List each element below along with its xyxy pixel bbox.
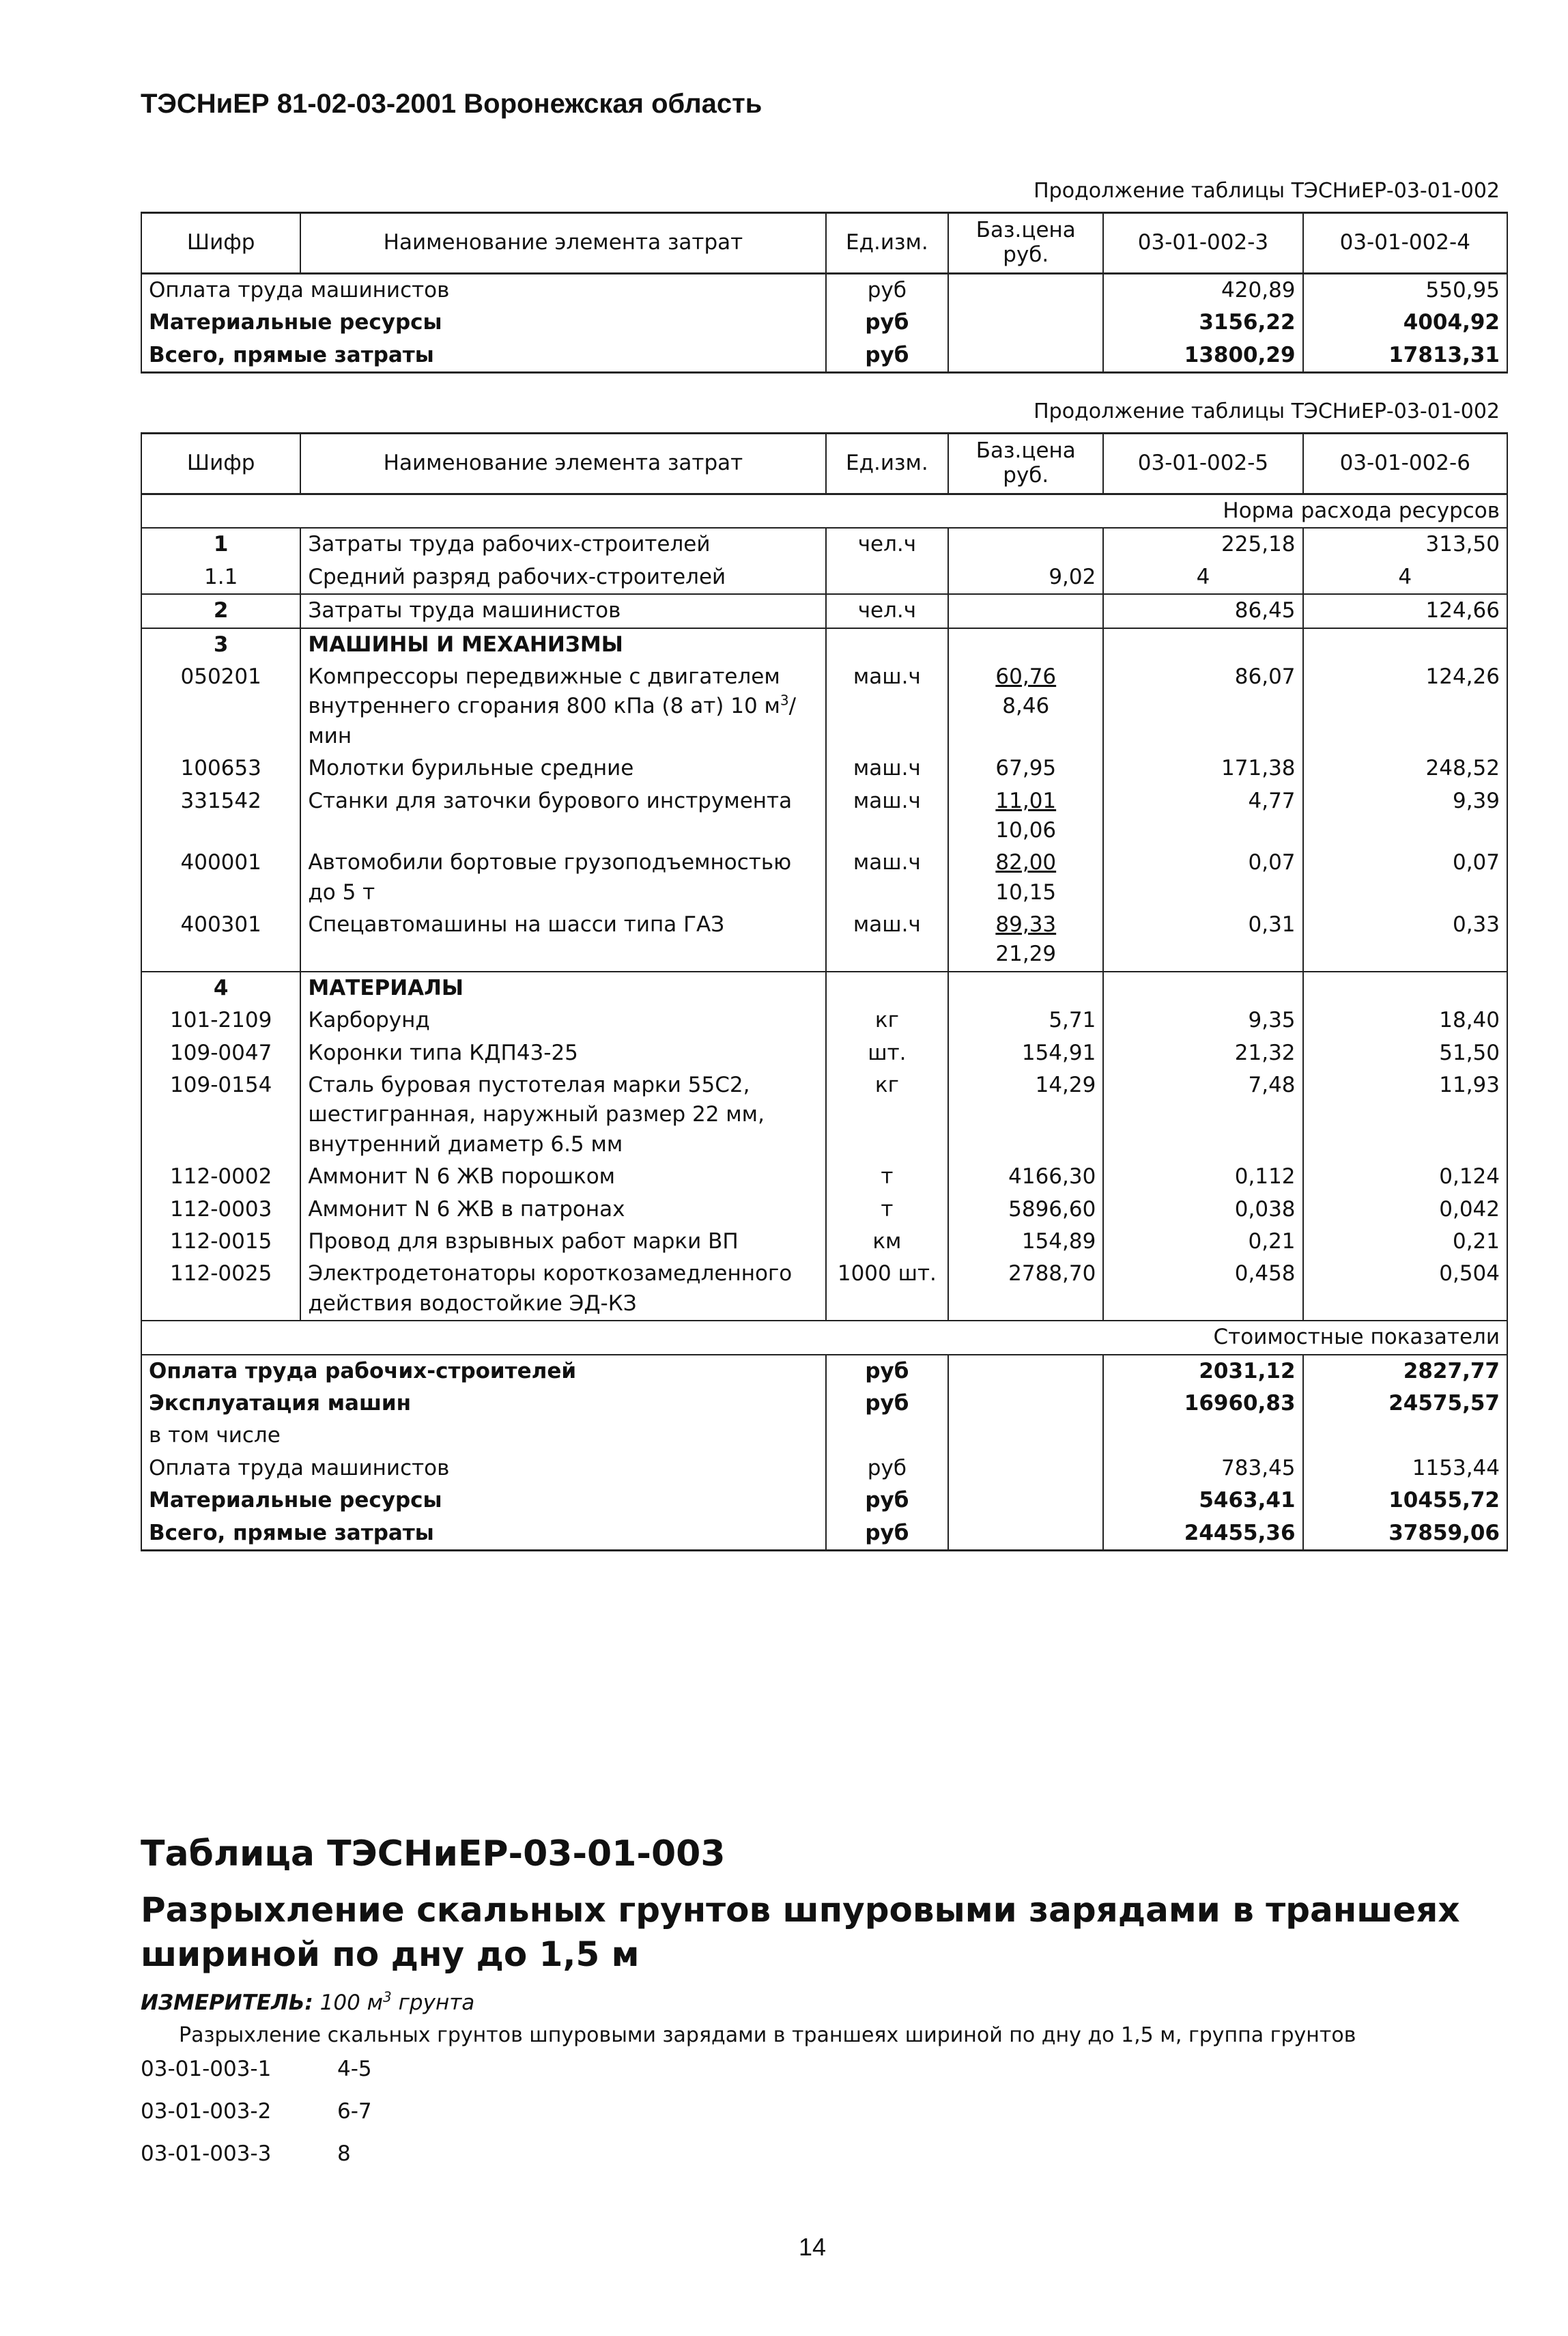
group-value: 4-5 xyxy=(337,2057,372,2081)
row-value-b: 18,40 xyxy=(1303,1004,1507,1037)
group-code: 03-01-003-1 xyxy=(141,2057,272,2081)
row-price: 67,95 xyxy=(948,752,1103,785)
row-code: 112-0025 xyxy=(141,1258,300,1321)
row-unit: руб xyxy=(826,274,949,307)
row-unit: км xyxy=(826,1226,949,1258)
table-row xyxy=(141,1194,1507,1226)
table-row xyxy=(141,1226,1507,1258)
group-row xyxy=(141,2141,351,2166)
total-unit xyxy=(826,1420,949,1452)
row-value-a: 4 xyxy=(1103,561,1302,594)
row-unit: т xyxy=(826,1161,949,1193)
row-code: 400301 xyxy=(141,909,300,972)
total-row xyxy=(141,1355,1507,1388)
row-unit: кг xyxy=(826,1004,949,1037)
row-value-b: 4004,92 xyxy=(1303,307,1507,339)
row-value-b: 124,66 xyxy=(1303,594,1507,628)
total-name: Материальные ресурсы xyxy=(141,1484,826,1517)
row-code: 112-0003 xyxy=(141,1194,300,1226)
row-name: Карборунд xyxy=(300,1004,825,1037)
row-value-b: 248,52 xyxy=(1303,752,1507,785)
table-row xyxy=(141,594,1507,628)
group-value: 8 xyxy=(337,2141,351,2166)
meter-sup: 3 xyxy=(383,1988,392,2006)
row-value-a: 86,07 xyxy=(1103,661,1302,752)
row-name: Станки для заточки бурового инструмента xyxy=(300,785,825,847)
total-unit: руб xyxy=(826,1517,949,1551)
table-row xyxy=(141,1258,1507,1321)
col-header-name: Наименование элемента затрат xyxy=(300,213,825,274)
row-code: 2 xyxy=(141,594,300,628)
total-value-a: 783,45 xyxy=(1103,1452,1302,1484)
col-header-unit: Ед.изм. xyxy=(826,434,949,494)
row-name: Аммонит N 6 ЖВ в патронах xyxy=(300,1194,825,1226)
row-unit: руб xyxy=(826,339,949,373)
row-value-a: 3156,22 xyxy=(1103,307,1302,339)
total-name: Эксплуатация машин xyxy=(141,1388,826,1420)
col-header-unit: Ед.изм. xyxy=(826,213,949,274)
section-title: Таблица ТЭСНиЕР-03-01-003 xyxy=(141,1833,726,1874)
row-unit: руб xyxy=(826,307,949,339)
cost-label-row xyxy=(141,1321,1507,1354)
row-unit: маш.ч xyxy=(826,661,949,752)
row-value-a: 7,48 xyxy=(1103,1069,1302,1161)
section-heading: МАТЕРИАЛЫ xyxy=(300,972,825,1004)
row-unit: чел.ч xyxy=(826,528,949,561)
row-price: 154,89 xyxy=(948,1226,1103,1258)
total-name: Оплата труда рабочих-строителей xyxy=(141,1355,826,1388)
row-name: Сталь буровая пустотелая марки 55С2, шестигранная, наружный размер 22 мм, внутренний диаметр 6.5 мм xyxy=(300,1069,825,1161)
row-unit: маш.ч xyxy=(826,909,949,972)
meter-value: 100 м xyxy=(319,1990,384,2015)
row-value-b: 9,39 xyxy=(1303,785,1507,847)
table2 xyxy=(141,432,1508,1551)
col-header-name: Наименование элемента затрат xyxy=(300,434,825,494)
row-value-a: 0,31 xyxy=(1103,909,1302,972)
table-row xyxy=(141,1161,1507,1193)
row-price xyxy=(948,528,1103,561)
row-name: Оплата труда машинистов xyxy=(141,274,826,307)
row-value-b: 4 xyxy=(1303,561,1507,594)
total-name: в том числе xyxy=(141,1420,826,1452)
row-code: 331542 xyxy=(141,785,300,847)
total-value-b: 2827,77 xyxy=(1303,1355,1507,1388)
total-unit: руб xyxy=(826,1388,949,1420)
row-price xyxy=(948,339,1103,373)
row-name: Провод для взрывных работ марки ВП xyxy=(300,1226,825,1258)
total-name: Всего, прямые затраты xyxy=(141,1517,826,1551)
group-row xyxy=(141,2057,372,2081)
row-value-a: 0,038 xyxy=(1103,1194,1302,1226)
row-value-b: 550,95 xyxy=(1303,274,1507,307)
total-unit: руб xyxy=(826,1355,949,1388)
col-header-a: 03-01-002-3 xyxy=(1103,213,1302,274)
total-value-b: 24575,57 xyxy=(1303,1388,1507,1420)
row-name: Коронки типа КДП43-25 xyxy=(300,1037,825,1069)
row-price: 60,76 8,46 xyxy=(948,661,1103,752)
row-code: 112-0002 xyxy=(141,1161,300,1193)
meter-line xyxy=(141,1990,474,2015)
row-price: 14,29 xyxy=(948,1069,1103,1161)
table1-continuation-caption: Продолжение таблицы ТЭСНиЕР-03-01-002 xyxy=(1034,179,1500,203)
row-value-a: 0,112 xyxy=(1103,1161,1302,1193)
row-price: 154,91 xyxy=(948,1037,1103,1069)
row-value-b: 0,042 xyxy=(1303,1194,1507,1226)
group-code: 03-01-003-2 xyxy=(141,2099,272,2124)
total-value-b xyxy=(1303,1420,1507,1452)
row-name: Молотки бурильные средние xyxy=(300,752,825,785)
total-unit: руб xyxy=(826,1452,949,1484)
row-code: 101-2109 xyxy=(141,1004,300,1037)
row-value-a: 4,77 xyxy=(1103,785,1302,847)
table-row xyxy=(141,661,1507,752)
row-name: Затраты труда машинистов xyxy=(300,594,825,628)
section-description: Разрыхление скальных грунтов шпуровыми зарядами в траншеях шириной по дну до 1,5 м, группа грунтов xyxy=(179,2023,1356,2047)
page-number: 14 xyxy=(799,2233,827,2261)
col-header-a: 03-01-002-5 xyxy=(1103,434,1302,494)
section-heading-row xyxy=(141,972,1507,1004)
cost-label: Стоимостные показатели xyxy=(141,1321,1507,1354)
row-code: 1 xyxy=(141,528,300,561)
row-value-a: 21,32 xyxy=(1103,1037,1302,1069)
row-unit: т xyxy=(826,1194,949,1226)
col-header-b: 03-01-002-6 xyxy=(1303,434,1507,494)
table1 xyxy=(141,212,1508,374)
row-value-b: 124,26 xyxy=(1303,661,1507,752)
row-value-b: 11,93 xyxy=(1303,1069,1507,1161)
row-value-b: 0,21 xyxy=(1303,1226,1507,1258)
group-value: 6-7 xyxy=(337,2099,372,2124)
row-value-b: 0,504 xyxy=(1303,1258,1507,1321)
row-price: 9,02 xyxy=(948,561,1103,594)
total-row xyxy=(141,1388,1507,1420)
row-code: 3 xyxy=(141,628,300,661)
table-row xyxy=(141,785,1507,847)
row-code: 100653 xyxy=(141,752,300,785)
row-name: Всего, прямые затраты xyxy=(141,339,826,373)
row-code: 400001 xyxy=(141,847,300,909)
row-code: 4 xyxy=(141,972,300,1004)
table-row xyxy=(141,1037,1507,1069)
row-value-b: 51,50 xyxy=(1303,1037,1507,1069)
total-row xyxy=(141,1517,1507,1551)
table1-row xyxy=(141,307,1507,339)
meter-tail: грунта xyxy=(398,1990,475,2015)
col-header-code: Шифр xyxy=(141,213,300,274)
table-row xyxy=(141,909,1507,972)
row-name: Спецавтомашины на шасси типа ГАЗ xyxy=(300,909,825,972)
row-price xyxy=(948,307,1103,339)
row-price: 2788,70 xyxy=(948,1258,1103,1321)
row-code: 109-0047 xyxy=(141,1037,300,1069)
row-value-a: 13800,29 xyxy=(1103,339,1302,373)
row-name: Электродетонаторы короткозамедленного действия водостойкие ЭД-КЗ xyxy=(300,1258,825,1321)
row-name: Аммонит N 6 ЖВ порошком xyxy=(300,1161,825,1193)
total-value-a: 5463,41 xyxy=(1103,1484,1302,1517)
section-heading: МАШИНЫ И МЕХАНИЗМЫ xyxy=(300,628,825,661)
table-row xyxy=(141,1004,1507,1037)
row-code: 109-0154 xyxy=(141,1069,300,1161)
total-value-a xyxy=(1103,1420,1302,1452)
row-price: 5896,60 xyxy=(948,1194,1103,1226)
total-value-a: 16960,83 xyxy=(1103,1388,1302,1420)
row-unit: маш.ч xyxy=(826,847,949,909)
col-header-price: Баз.цена руб. xyxy=(948,213,1103,274)
row-name: Материальные ресурсы xyxy=(141,307,826,339)
row-value-a: 9,35 xyxy=(1103,1004,1302,1037)
row-unit: шт. xyxy=(826,1037,949,1069)
table2-header-row xyxy=(141,434,1507,494)
table1-header-row xyxy=(141,213,1507,274)
row-value-b: 0,33 xyxy=(1303,909,1507,972)
section-heading-row xyxy=(141,628,1507,661)
row-value-b: 17813,31 xyxy=(1303,339,1507,373)
total-value-b: 1153,44 xyxy=(1303,1452,1507,1484)
row-value-a: 0,458 xyxy=(1103,1258,1302,1321)
total-value-b: 10455,72 xyxy=(1303,1484,1507,1517)
row-code: 1.1 xyxy=(141,561,300,594)
row-value-a: 0,21 xyxy=(1103,1226,1302,1258)
row-price: 82,00 10,15 xyxy=(948,847,1103,909)
table2-continuation-caption: Продолжение таблицы ТЭСНиЕР-03-01-002 xyxy=(1034,399,1500,423)
col-header-b: 03-01-002-4 xyxy=(1303,213,1507,274)
row-name: Затраты труда рабочих-строителей xyxy=(300,528,825,561)
row-unit: чел.ч xyxy=(826,594,949,628)
table-row xyxy=(141,752,1507,785)
total-row xyxy=(141,1484,1507,1517)
row-value-a: 225,18 xyxy=(1103,528,1302,561)
table1-row xyxy=(141,274,1507,307)
row-name: Автомобили бортовые грузоподъемностью до 5 т xyxy=(300,847,825,909)
row-value-b: 313,50 xyxy=(1303,528,1507,561)
row-unit: кг xyxy=(826,1069,949,1161)
norm-label: Норма расхода ресурсов xyxy=(141,494,1507,529)
row-name: Компрессоры передвижные с двигателем внутреннего сгорания 800 кПа (8 ат) 10 $м^3$/мин xyxy=(300,661,825,752)
table-row xyxy=(141,561,1507,594)
section-subtitle: Разрыхление скальных грунтов шпуровыми зарядами в траншеях шириной по дну до 1,5 м xyxy=(141,1890,1460,1974)
row-price: 5,71 xyxy=(948,1004,1103,1037)
row-value-a: 0,07 xyxy=(1103,847,1302,909)
row-unit: 1000 шт. xyxy=(826,1258,949,1321)
total-value-a: 2031,12 xyxy=(1103,1355,1302,1388)
group-row xyxy=(141,2099,372,2124)
meter-label: ИЗМЕРИТЕЛЬ: xyxy=(141,1990,313,2015)
table-row xyxy=(141,847,1507,909)
row-value-b: 0,124 xyxy=(1303,1161,1507,1193)
total-name: Оплата труда машинистов xyxy=(141,1452,826,1484)
row-price xyxy=(948,594,1103,628)
row-name: Средний разряд рабочих-строителей xyxy=(300,561,825,594)
row-unit xyxy=(826,561,949,594)
row-code: 050201 xyxy=(141,661,300,752)
row-value-a: 86,45 xyxy=(1103,594,1302,628)
total-value-a: 24455,36 xyxy=(1103,1517,1302,1551)
group-code: 03-01-003-3 xyxy=(141,2141,272,2166)
row-price: 89,33 21,29 xyxy=(948,909,1103,972)
row-price: 4166,30 xyxy=(948,1161,1103,1193)
total-unit: руб xyxy=(826,1484,949,1517)
total-row xyxy=(141,1420,1507,1452)
table1-row xyxy=(141,339,1507,373)
row-value-b: 0,07 xyxy=(1303,847,1507,909)
col-header-price: Баз.цена руб. xyxy=(948,434,1103,494)
col-header-code: Шифр xyxy=(141,434,300,494)
table-row xyxy=(141,528,1507,561)
total-row xyxy=(141,1452,1507,1484)
row-price xyxy=(948,274,1103,307)
row-value-a: 171,38 xyxy=(1103,752,1302,785)
total-value-b: 37859,06 xyxy=(1303,1517,1507,1551)
table-row xyxy=(141,1069,1507,1161)
row-price: 11,01 10,06 xyxy=(948,785,1103,847)
row-value-a: 420,89 xyxy=(1103,274,1302,307)
norm-label-row xyxy=(141,494,1507,529)
row-code: 112-0015 xyxy=(141,1226,300,1258)
row-unit: маш.ч xyxy=(826,785,949,847)
row-unit: маш.ч xyxy=(826,752,949,785)
document-header: ТЭСНиЕР 81-02-03-2001 Воронежская область xyxy=(141,89,762,119)
